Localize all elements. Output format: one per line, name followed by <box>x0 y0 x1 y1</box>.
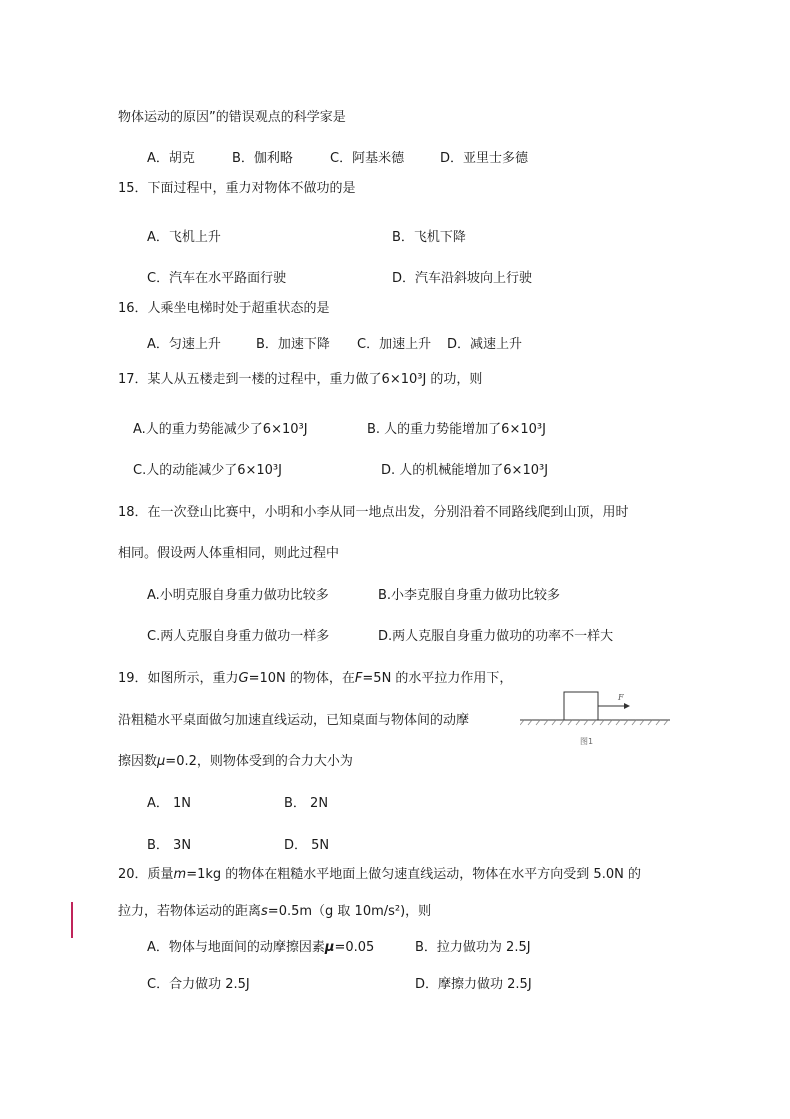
q14-option-b: B．伽利略 <box>232 151 293 166</box>
q16-option-a: A．匀速上升 <box>147 337 221 352</box>
q19-option-c: B． 3N <box>147 838 192 853</box>
var-g: G <box>238 671 249 686</box>
q17-stem: 17．某人从五楼走到一楼的过程中，重力做了6×10³J 的功，则 <box>118 372 483 387</box>
q16-option-b: B．加速下降 <box>256 337 330 352</box>
q15-option-a: A．飞机上升 <box>147 230 221 245</box>
arrowhead <box>624 703 630 709</box>
surface-hatching <box>520 720 668 725</box>
intro-line: 物体运动的原因”的错误观点的科学家是 <box>118 110 346 125</box>
q18-option-b: B.小李克服自身重力做功比较多 <box>378 588 561 603</box>
q18-option-a: A.小明克服自身重力做功比较多 <box>147 588 329 603</box>
q17-option-c: C.人的动能减少了6×10³J <box>133 463 282 478</box>
q17-option-b: B. 人的重力势能增加了6×10³J <box>367 422 546 437</box>
block <box>564 692 598 720</box>
q16-option-c: C．加速上升 <box>357 337 432 352</box>
q20-option-a: A．物体与地面间的动摩擦因素μ=0.05 <box>147 940 375 955</box>
q20-option-b: B．拉力做功为 2.5J <box>415 940 531 955</box>
q14-option-d: D．亚里士多德 <box>440 151 529 166</box>
var-m: m <box>173 867 187 882</box>
var-mu: μ <box>157 754 166 769</box>
q19-figure <box>520 690 670 748</box>
q20-option-d: D．摩擦力做功 2.5J <box>415 977 532 992</box>
q20-stem-line2: 拉力，若物体运动的距离s=0.5m（g 取 10m/s²)，则 <box>118 904 432 919</box>
q19-stem-line3: 擦因数μ=0.2，则物体受到的合力大小为 <box>118 754 353 769</box>
q15-option-b: B．飞机下降 <box>392 230 466 245</box>
q15-option-c: C．汽车在水平路面行驶 <box>147 271 287 286</box>
q18-option-d: D.两人克服自身重力做功的功率不一样大 <box>378 629 614 644</box>
margin-marker <box>71 902 73 938</box>
q15-option-d: D．汽车沿斜坡向上行驶 <box>392 271 533 286</box>
q17-option-a: A.人的重力势能减少了6×10³J <box>133 422 308 437</box>
q16-option-d: D．减速上升 <box>447 337 523 352</box>
force-label: F <box>618 693 624 702</box>
q20-option-c: C．合力做功 2.5J <box>147 977 250 992</box>
q18-stem-line1: 18．在一次登山比赛中，小明和小李从同一地点出发，分别沿着不同路线爬到山顶，用时 <box>118 505 629 520</box>
q20-stem-line1: 20．质量m=1kg 的物体在粗糙水平地面上做匀速直线运动，物体在水平方向受到 5.0N 的 <box>118 867 641 882</box>
q19-option-b: B． 2N <box>284 796 329 811</box>
figure-caption: 图1 <box>580 737 594 746</box>
q15-stem: 15．下面过程中，重力对物体不做功的是 <box>118 181 356 196</box>
q16-stem: 16．人乘坐电梯时处于超重状态的是 <box>118 301 330 316</box>
q18-option-c: C.两人克服自身重力做功一样多 <box>147 629 330 644</box>
var-f: F <box>354 671 363 686</box>
q19-option-a: A． 1N <box>147 796 192 811</box>
q18-stem-line2: 相同。假设两人体重相同，则此过程中 <box>118 546 340 561</box>
var-s: s <box>261 904 268 919</box>
q19-option-d: D． 5N <box>284 838 330 853</box>
q19-stem-line1: 19．如图所示，重力G=10N 的物体，在F=5N 的水平拉力作用下， <box>118 671 513 686</box>
q14-option-a: A．胡克 <box>147 151 195 166</box>
q19-stem-line2: 沿粗糙水平桌面做匀加速直线运动，已知桌面与物体间的动摩 <box>118 713 470 728</box>
q17-option-d: D. 人的机械能增加了6×10³J <box>381 463 549 478</box>
var-mu-bold: μ <box>324 940 335 955</box>
q14-option-c: C．阿基米德 <box>330 151 405 166</box>
